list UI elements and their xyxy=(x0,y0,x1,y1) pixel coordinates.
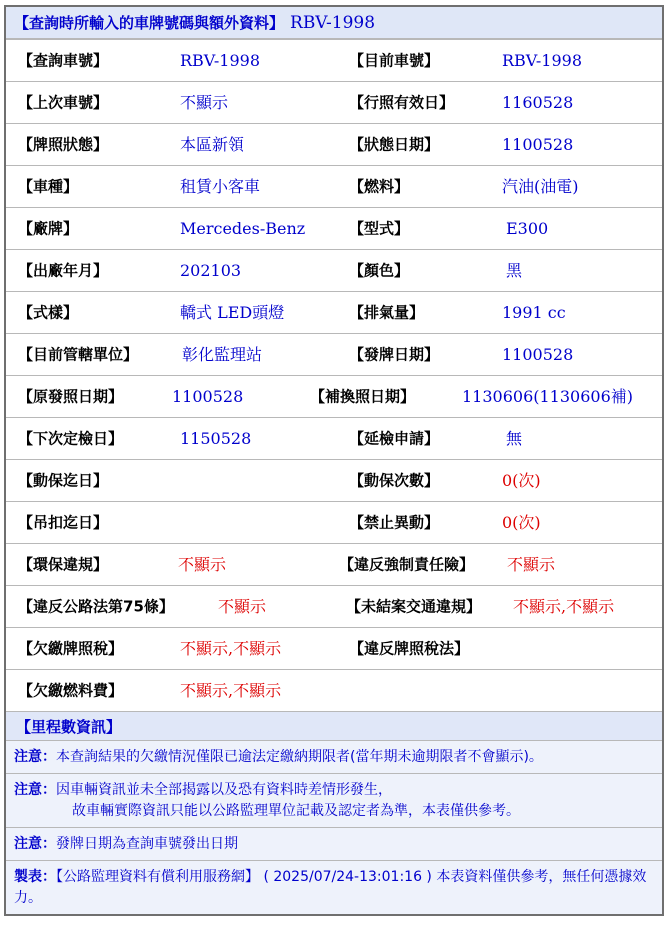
original-issue-date-label: 【原發照日期】 xyxy=(18,387,124,405)
movable-security-end-date-label: 【動保迄日】 xyxy=(18,471,109,489)
fuel-label: 【燃料】 xyxy=(349,177,410,195)
previous-plate-value: 不顯示 xyxy=(180,92,229,112)
transfer-restriction-label: 【禁止異動】 xyxy=(349,513,440,531)
current-plate-value: RBV-1998 xyxy=(502,50,583,70)
vehicle-info-row xyxy=(6,417,662,459)
vehicle-info-row xyxy=(6,627,662,669)
color-label: 【顏色】 xyxy=(349,261,410,279)
highway-law-75-violation-label: 【違反公路法第75條】 xyxy=(18,597,174,615)
footer-text: 【公路監理資料有償利用服務網】 ( 2025/07/24-13:01:16 ) 本表資料僅供參考，無任何憑據效力。 xyxy=(14,869,647,906)
fuel-value: 汽油(油電) xyxy=(502,176,579,196)
current-office-label: 【目前管轄單位】 xyxy=(18,345,139,363)
vehicle-info-row xyxy=(6,165,662,207)
license-valid-date-value: 1160528 xyxy=(502,92,574,112)
vehicle-info-row xyxy=(6,291,662,333)
next-inspection-date-label: 【下次定檢日】 xyxy=(18,429,124,447)
query-plate-value: RBV-1998 xyxy=(180,50,261,70)
body-style-value: 轎式 LED頭燈 xyxy=(180,302,285,322)
vehicle-info-row xyxy=(6,375,662,417)
note-2 xyxy=(6,773,662,827)
movable-security-count-value: 0(次) xyxy=(502,470,541,490)
unsettled-traffic-violation-value: 不顯示,不顯示 xyxy=(513,596,615,616)
replacement-issue-date-value: 1130606(1130606補) xyxy=(462,386,634,406)
vehicle-info-row xyxy=(6,501,662,543)
current-office-value: 彰化監理站 xyxy=(182,344,263,364)
vehicle-info-row xyxy=(6,333,662,375)
issue-date-value: 1100528 xyxy=(502,344,574,364)
inspection-extension-value: 無 xyxy=(506,428,523,448)
license-valid-date-label: 【行照有效日】 xyxy=(349,93,455,111)
vehicle-info-row xyxy=(6,81,662,123)
compulsory-insurance-violation-label: 【違反強制責任險】 xyxy=(339,555,475,573)
current-plate-label: 【目前車號】 xyxy=(349,51,440,69)
status-date-label: 【狀態日期】 xyxy=(349,135,440,153)
query-plate-label: 【查詢車號】 xyxy=(18,51,109,69)
vehicle-info-row xyxy=(6,39,662,81)
manufacture-date-label: 【出廠年月】 xyxy=(18,261,109,279)
vehicle-type-value: 租賃小客車 xyxy=(180,176,261,196)
environmental-violation-value: 不顯示 xyxy=(178,554,227,574)
manufacture-date-value: 202103 xyxy=(180,260,242,280)
mileage-section xyxy=(6,711,662,740)
brand-label: 【廠牌】 xyxy=(18,219,79,237)
suspension-end-date-label: 【吊扣迄日】 xyxy=(18,513,109,531)
note-3-title: 注意： xyxy=(14,836,56,852)
vehicle-info-row xyxy=(6,207,662,249)
vehicle-type-label: 【車種】 xyxy=(18,177,79,195)
footer-title: 製表： xyxy=(14,869,56,885)
plate-status-label: 【牌照狀態】 xyxy=(18,135,109,153)
highway-law-75-violation-value: 不顯示 xyxy=(218,596,267,616)
license-tax-law-violation-label: 【違反牌照稅法】 xyxy=(349,639,470,657)
fuel-fee-arrears-value: 不顯示,不顯示 xyxy=(180,680,282,700)
displacement-label: 【排氣量】 xyxy=(349,303,425,321)
model-label: 【型式】 xyxy=(349,219,410,237)
original-issue-date-value: 1100528 xyxy=(172,386,244,406)
color-value: 黑 xyxy=(506,260,523,280)
status-date-value: 1100528 xyxy=(502,134,574,154)
query-title-label: 【查詢時所輸入的車牌號碼與額外資料】 xyxy=(14,14,285,32)
previous-plate-label: 【上次車號】 xyxy=(18,93,109,111)
vehicle-info-row xyxy=(6,585,662,627)
issue-date-label: 【發牌日期】 xyxy=(349,345,440,363)
query-title-value: RBV-1998 xyxy=(290,12,376,33)
note-1 xyxy=(6,740,662,773)
note-3 xyxy=(6,827,662,860)
note-3-text: 發牌日期為查詢車號發出日期 xyxy=(56,836,238,852)
vehicle-info-table xyxy=(4,5,664,916)
note-2-text-line-1: 因車輛資訊並未全部揭露以及恐有資料時差情形發生， xyxy=(56,782,392,798)
replacement-issue-date-label: 【補換照日期】 xyxy=(310,387,416,405)
inspection-extension-label: 【延檢申請】 xyxy=(349,429,440,447)
vehicle-info-row xyxy=(6,543,662,585)
plate-status-value: 本區新領 xyxy=(180,134,245,154)
license-tax-arrears-label: 【欠繳牌照稅】 xyxy=(18,639,124,657)
fuel-fee-arrears-label: 【欠繳燃料費】 xyxy=(18,681,124,699)
note-2-title: 注意： xyxy=(14,782,56,798)
displacement-value: 1991 cc xyxy=(502,302,566,322)
body-style-label: 【式樣】 xyxy=(18,303,79,321)
vehicle-info-row xyxy=(6,669,662,711)
note-2-text-line-2: 故車輛實際資訊只能以公路監理單位記載及認定者為準，本表僅供參考。 xyxy=(72,803,520,819)
vehicle-info-row xyxy=(6,249,662,291)
note-1-text: 本查詢結果的欠繳情況僅限已逾法定繳納期限者(當年期未逾期限者不會顯示)。 xyxy=(56,749,543,765)
page-title xyxy=(6,7,662,39)
unsettled-traffic-violation-label: 【未結案交通違規】 xyxy=(346,597,482,615)
report-footer xyxy=(6,860,662,914)
environmental-violation-label: 【環保違規】 xyxy=(18,555,109,573)
vehicle-info-row xyxy=(6,123,662,165)
transfer-restriction-value: 0(次) xyxy=(502,512,541,532)
license-tax-arrears-value: 不顯示,不顯示 xyxy=(180,638,282,658)
mileage-label: 【里程數資訊】 xyxy=(16,717,122,736)
movable-security-count-label: 【動保次數】 xyxy=(349,471,440,489)
next-inspection-date-value: 1150528 xyxy=(180,428,252,448)
vehicle-info-row xyxy=(6,459,662,501)
compulsory-insurance-violation-value: 不顯示 xyxy=(507,554,556,574)
brand-value: Mercedes-Benz xyxy=(180,218,306,238)
note-1-title: 注意： xyxy=(14,749,56,765)
model-value: E300 xyxy=(506,218,549,238)
